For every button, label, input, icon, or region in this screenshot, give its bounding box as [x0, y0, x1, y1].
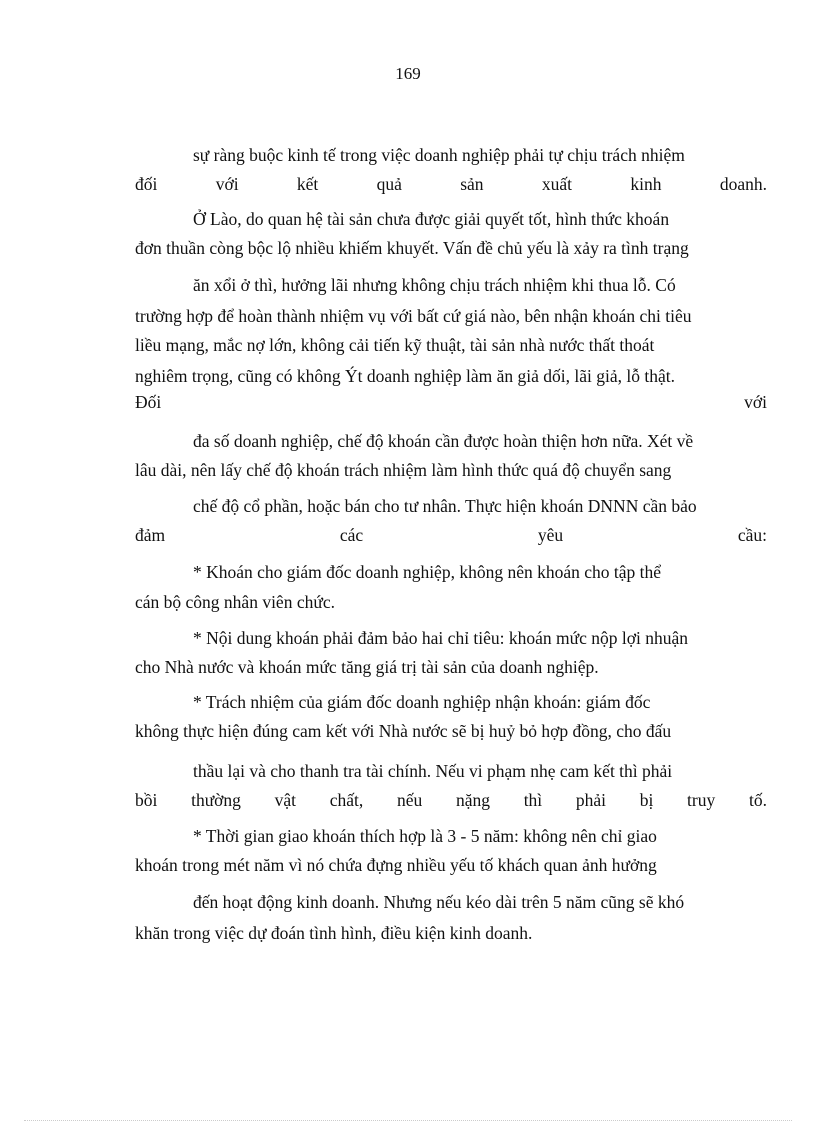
text-line: * Trách nhiệm của giám đốc doanh nghiệp nhận khoán: giám đốc [193, 692, 651, 712]
text-line: sự ràng buộc kinh tế trong việc doanh nghiệp phải tự chịu trách nhiệm [193, 145, 685, 165]
word: quả [376, 174, 402, 194]
text-line: chế độ cổ phần, hoặc bán cho tư nhân. Thực hiện khoán DNNN cần bảo [193, 496, 697, 516]
word: kết [296, 174, 319, 194]
word: với [215, 174, 239, 194]
word: truy [687, 790, 716, 810]
text-line: khoán trong mét năm vì nó chứa đựng nhiều yếu tố khách quan ảnh hưởng [135, 855, 657, 875]
text-line: ăn xổi ở thì, hưởng lãi nhưng không chịu trách nhiệm khi thua lỗ. Có [193, 275, 676, 295]
word: cầu: [737, 525, 767, 545]
text-line: thầu lại và cho thanh tra tài chính. Nếu vi phạm nhẹ cam kết thì phải [193, 761, 673, 781]
word: sản [460, 174, 484, 194]
word: doanh. [719, 174, 767, 194]
text-line: cho Nhà nước và khoán mức tăng giá trị tài sản của doanh nghiệp. [135, 657, 599, 677]
text-line: liều mạng, mắc nợ lớn, không cải tiến kỹ thuật, tài sản nhà nước thất thoát [135, 335, 655, 355]
text-line: khăn trong việc dự đoán tình hình, điều kiện kinh doanh. [135, 923, 533, 943]
justified-line [135, 788, 767, 812]
word: các [339, 525, 364, 545]
text-line: nghiêm trọng, cũng có không Ýt doanh nghiệp làm ăn giả dối, lãi giả, lỗ thật. [135, 366, 675, 386]
page-bottom-divider [24, 1120, 792, 1121]
word: thường [191, 790, 241, 810]
word: phải [575, 790, 607, 810]
justified-line [135, 390, 767, 414]
word: bồi [135, 790, 158, 810]
word: nếu [396, 790, 423, 810]
word: nặng [455, 790, 490, 810]
justified-line [135, 523, 767, 547]
page-number: 169 [395, 64, 421, 83]
word: yêu [537, 525, 564, 545]
text-line: cán bộ công nhân viên chức. [135, 592, 335, 612]
word: kinh [630, 174, 662, 194]
word: tố. [748, 790, 767, 810]
word: thì [523, 790, 543, 810]
text-line: Ở Lào, do quan hệ tài sản chưa được giải quyết tốt, hình thức khoán [193, 209, 670, 229]
word: với [744, 392, 767, 412]
text-line: đơn thuần còng bộc lộ nhiều khiếm khuyết. Vấn đề chủ yếu là xảy ra tình trạng [135, 238, 689, 258]
text-line: * Nội dung khoán phải đảm bảo hai chỉ tiêu: khoán mức nộp lợi nhuận [193, 628, 689, 648]
justified-line [135, 172, 767, 196]
text-line: lâu dài, nên lấy chế độ khoán trách nhiệm làm hình thức quá độ chuyển sang [135, 460, 672, 480]
text-line: không thực hiện đúng cam kết với Nhà nước sẽ bị huỷ bỏ hợp đồng, cho đấu [135, 721, 672, 741]
word: Đối [135, 392, 162, 412]
word: đối [135, 174, 158, 194]
word: xuất [541, 174, 573, 194]
text-line: * Thời gian giao khoán thích hợp là 3 - 5 năm: không nên chỉ giao [193, 826, 657, 846]
word: bị [639, 790, 654, 810]
text-line: đến hoạt động kinh doanh. Nhưng nếu kéo dài trên 5 năm cũng sẽ khó [193, 892, 685, 912]
word: vật [274, 790, 297, 810]
word: chất, [329, 790, 364, 810]
text-line: trường hợp để hoàn thành nhiệm vụ với bất cứ giá nào, bên nhận khoán chi tiêu [135, 306, 692, 326]
word: đảm [135, 525, 166, 545]
text-line: đa số doanh nghiệp, chế độ khoán cần được hoàn thiện hơn nữa. Xét về [193, 431, 694, 451]
text-line: * Khoán cho giám đốc doanh nghiệp, không nên khoán cho tập thể [193, 562, 662, 582]
